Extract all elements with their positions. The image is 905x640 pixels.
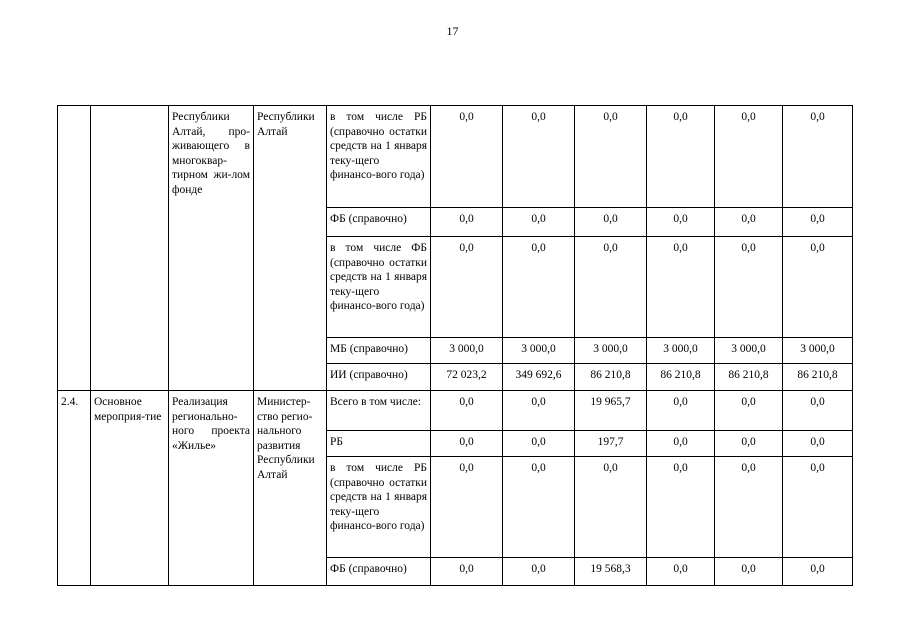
purpose-cell: Республики Алтай, про-живающего в многоквар-тирном жи-лом фонде (169, 106, 254, 391)
code-cell (58, 106, 91, 391)
value-cell: 197,7 (575, 431, 647, 457)
value-cell: 3 000,0 (503, 338, 575, 364)
value-cell: 0,0 (647, 431, 715, 457)
table-row (58, 106, 853, 208)
source-cell: МБ (справочно) (327, 338, 431, 364)
value-cell: 0,0 (575, 208, 647, 237)
value-cell: 0,0 (431, 431, 503, 457)
source-cell: ФБ (справочно) (327, 558, 431, 586)
value-cell: 0,0 (647, 457, 715, 558)
name-cell: Основное мероприя-тие (91, 391, 169, 586)
value-cell: 0,0 (575, 237, 647, 338)
value-cell: 0,0 (503, 457, 575, 558)
executor-cell: Республики Алтай (254, 106, 327, 391)
value-cell: 0,0 (783, 391, 853, 431)
value-cell: 0,0 (503, 431, 575, 457)
value-cell: 86 210,8 (647, 364, 715, 391)
value-cell: 0,0 (715, 208, 783, 237)
value-cell: 86 210,8 (715, 364, 783, 391)
source-cell: РБ (327, 431, 431, 457)
value-cell: 0,0 (431, 237, 503, 338)
value-cell: 0,0 (715, 391, 783, 431)
value-cell: 0,0 (715, 431, 783, 457)
value-cell: 0,0 (647, 391, 715, 431)
value-cell: 19 568,3 (575, 558, 647, 586)
value-cell: 0,0 (503, 558, 575, 586)
value-cell: 0,0 (431, 391, 503, 431)
value-cell: 0,0 (431, 558, 503, 586)
value-cell: 0,0 (715, 558, 783, 586)
value-cell: 0,0 (503, 208, 575, 237)
value-cell: 0,0 (783, 208, 853, 237)
value-cell: 0,0 (431, 208, 503, 237)
value-cell: 0,0 (647, 208, 715, 237)
value-cell: 19 965,7 (575, 391, 647, 431)
value-cell: 86 210,8 (575, 364, 647, 391)
code-cell: 2.4. (58, 391, 91, 586)
value-cell: 3 000,0 (431, 338, 503, 364)
value-cell: 0,0 (503, 391, 575, 431)
source-cell: в том числе ФБ (справочно остатки средств на 1 января теку-щего финансо-вого года) (327, 237, 431, 338)
value-cell: 72 023,2 (431, 364, 503, 391)
value-cell: 0,0 (431, 457, 503, 558)
value-cell: 0,0 (783, 431, 853, 457)
value-cell: 0,0 (575, 106, 647, 208)
value-cell: 0,0 (715, 237, 783, 338)
name-cell (91, 106, 169, 391)
executor-cell: Министер-ство регио-нального развития Республики Алтай (254, 391, 327, 586)
funding-table (57, 105, 853, 586)
page-number: 17 (446, 24, 459, 38)
value-cell: 0,0 (783, 106, 853, 208)
value-cell: 0,0 (647, 106, 715, 208)
value-cell: 0,0 (783, 558, 853, 586)
value-cell: 3 000,0 (783, 338, 853, 364)
value-cell: 349 692,6 (503, 364, 575, 391)
source-cell: ФБ (справочно) (327, 208, 431, 237)
value-cell: 0,0 (431, 106, 503, 208)
value-cell: 0,0 (783, 457, 853, 558)
value-cell: 0,0 (503, 106, 575, 208)
value-cell: 86 210,8 (783, 364, 853, 391)
value-cell: 3 000,0 (715, 338, 783, 364)
purpose-cell: Реализация регионально-ного проекта «Жилье» (169, 391, 254, 586)
value-cell: 0,0 (647, 237, 715, 338)
value-cell: 3 000,0 (647, 338, 715, 364)
value-cell: 0,0 (715, 106, 783, 208)
value-cell: 0,0 (783, 237, 853, 338)
source-cell: ИИ (справочно) (327, 364, 431, 391)
value-cell: 3 000,0 (575, 338, 647, 364)
table-row (58, 391, 853, 431)
source-cell: в том числе РБ (справочно остатки средств на 1 января теку-щего финансо-вого года) (327, 457, 431, 558)
value-cell: 0,0 (575, 457, 647, 558)
value-cell: 0,0 (503, 237, 575, 338)
source-cell: Всего в том числе: (327, 391, 431, 431)
value-cell: 0,0 (715, 457, 783, 558)
value-cell: 0,0 (647, 558, 715, 586)
source-cell: в том числе РБ (справочно остатки средств на 1 января теку-щего финансо-вого года) (327, 106, 431, 208)
